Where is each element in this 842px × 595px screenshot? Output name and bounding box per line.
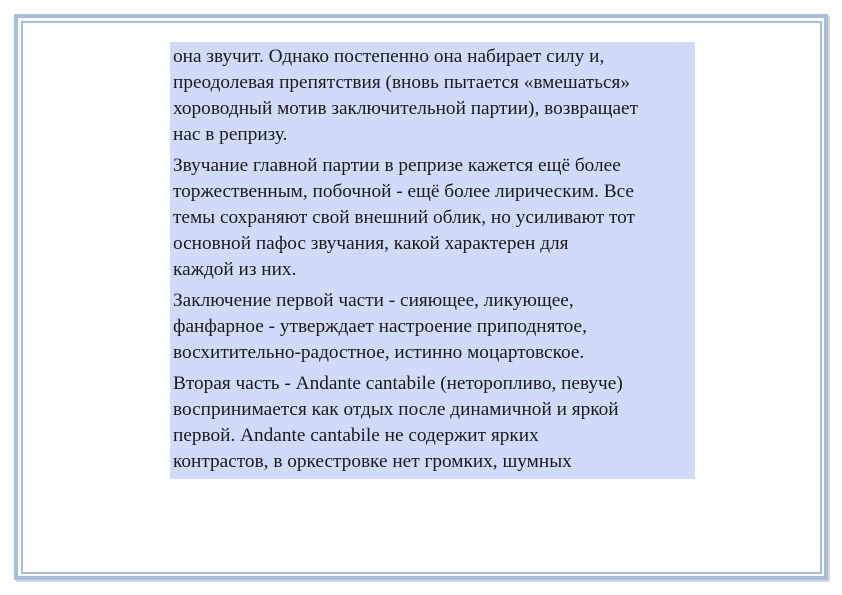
text-line: основной пафос звучания, какой характерен для: [173, 233, 569, 254]
paragraph-2: [173, 153, 692, 283]
text-line: нас в репризу.: [173, 124, 288, 145]
paragraph-3: [173, 288, 692, 366]
text-line: Звучание главной партии в репризе кажется ещё более: [173, 155, 621, 176]
text-line: Заключение первой части - сияющее, ликующее,: [173, 290, 574, 311]
text-line: воспринимается как отдых после динамичной и яркой: [173, 399, 619, 420]
text-box[interactable]: [170, 42, 695, 479]
text-line: она звучит. Однако постепенно она набирает силу и,: [173, 46, 605, 67]
text-line: торжественным, побочной - ещё более лирическим. Все: [173, 181, 634, 202]
paragraph-1: [173, 44, 692, 148]
text-line: контрастов, в оркестровке нет громких, шумных: [173, 451, 572, 472]
paragraph-4: [173, 371, 692, 475]
text-line: первой. Andante cantabile не содержит ярких: [173, 425, 539, 446]
text-line: Вторая часть - Andante cantabile (неторопливо, певуче): [173, 373, 623, 394]
text-line: восхитительно-радостное, истинно моцартовское.: [173, 342, 585, 363]
text-line: хороводный мотив заключительной партии), возвращает: [173, 98, 639, 119]
text-line: преодолевая препятствия (вновь пытается «вмешаться»: [173, 72, 631, 93]
text-line: фанфарное - утверждает настроение приподнятое,: [173, 316, 587, 337]
text-line: темы сохраняют свой внешний облик, но усиливают тот: [173, 207, 635, 228]
text-line: каждой из них.: [173, 259, 297, 280]
